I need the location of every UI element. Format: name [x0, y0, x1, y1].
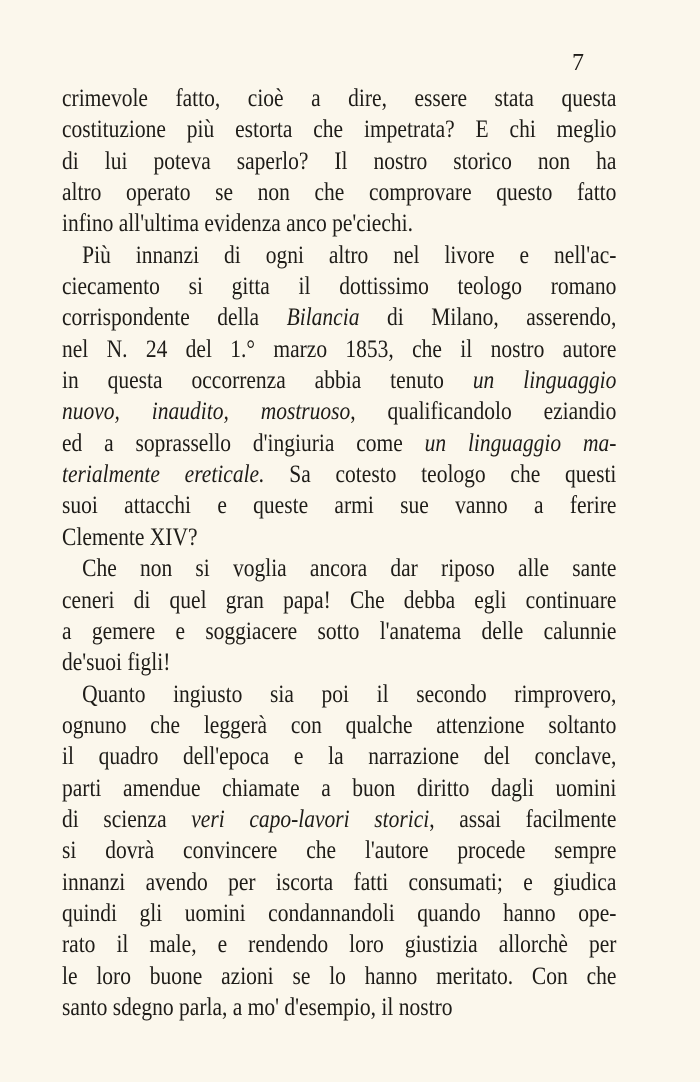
text-line: [62, 866, 616, 897]
text-line: [62, 145, 616, 176]
text-segment: rato il male, e rendendo loro giustizia allorchè per: [62, 929, 617, 959]
text-segment: le loro buone azioni se lo hanno meritato. Con che: [62, 960, 617, 990]
text-segment: Che non si voglia ancora dar riposo alle sante: [82, 553, 617, 583]
text-line: [62, 803, 616, 834]
paragraph: [62, 82, 617, 239]
text-segment: corrispondente della: [62, 302, 287, 332]
text-line: [62, 113, 616, 144]
text-line: [62, 301, 616, 332]
page-number: 7: [572, 50, 584, 76]
text-line: [62, 333, 616, 364]
text-line: [62, 615, 616, 646]
text-line: [62, 834, 616, 865]
text-segment: ceneri di quel gran papa! Che debba egli continuare: [62, 584, 617, 614]
paragraph: [62, 552, 617, 677]
text-segment: si dovrà convincere che l'autore procede sempre: [62, 835, 617, 865]
text-line: [62, 897, 616, 928]
text-segment: crimevole fatto, cioè a dire, essere stata questa: [62, 83, 617, 112]
italic-text: un linguaggio ma-: [424, 427, 617, 457]
body-text: [62, 82, 617, 1022]
text-segment: de'suoi figli!: [62, 647, 171, 677]
text-segment: costituzione più estorta che impetrata? E chi meglio: [62, 114, 617, 144]
text-segment: altro operato se non che comprovare questo fatto: [62, 177, 617, 207]
text-segment: Quanto ingiusto sia poi il secondo rimprovero,: [82, 678, 617, 708]
text-segment: nel N. 24 del 1.° marzo 1853, che il nostro autore: [62, 333, 617, 363]
text-line: [62, 709, 616, 740]
text-line: [62, 176, 616, 207]
italic-text: veri capo-lavori storici: [191, 803, 430, 833]
text-line: [62, 207, 616, 238]
text-segment: di Milano, asserendo,: [359, 302, 617, 332]
italic-text: Bilancia: [286, 302, 360, 332]
text-segment: , qualificandolo eziandio: [350, 396, 617, 426]
text-segment: innanzi avendo per iscorta fatti consumati; e giudica: [62, 866, 617, 896]
text-line: [62, 991, 616, 1022]
text-segment: parti amendue chiamate a buon diritto dagli uomini: [62, 772, 617, 802]
text-segment: di scienza: [62, 803, 192, 833]
text-line: [62, 364, 616, 395]
text-line: [62, 928, 616, 959]
text-line: [62, 270, 616, 301]
text-line: [62, 772, 616, 803]
text-line: [62, 960, 616, 991]
text-line: [62, 521, 616, 552]
text-segment: ciecamento si gitta il dottissimo teologo romano: [62, 271, 617, 301]
text-line: [62, 552, 616, 583]
text-segment: ed a soprassello d'ingiuria come: [62, 427, 425, 457]
text-segment: Sa cotesto teologo che questi: [264, 459, 617, 489]
text-segment: in questa occorrenza abbia tenuto: [62, 365, 473, 395]
text-line: [62, 395, 616, 426]
text-segment: Clemente XIV?: [62, 521, 198, 551]
paragraph: [62, 678, 617, 1023]
paragraph: [62, 239, 617, 552]
text-segment: quindi gli uomini condannandoli quando hanno ope-: [62, 897, 617, 927]
text-line: [62, 427, 616, 458]
text-line: [62, 740, 616, 771]
text-segment: il quadro dell'epoca e la narrazione del conclave,: [62, 741, 617, 771]
text-line: [62, 82, 616, 113]
text-segment: santo sdegno parla, a mo' d'esempio, il nostro: [62, 991, 453, 1021]
text-line: [62, 678, 616, 709]
italic-text: terialmente ereticale.: [62, 459, 265, 489]
text-segment: ognuno che leggerà con qualche attenzione soltanto: [62, 709, 617, 739]
text-segment: infino all'ultima evidenza anco pe'ciechi.: [62, 208, 413, 238]
text-segment: a gemere e soggiacere sotto l'anatema delle calunnie: [62, 615, 617, 645]
text-line: [62, 584, 616, 615]
text-line: [62, 239, 616, 270]
italic-text: un linguaggio: [472, 365, 617, 395]
text-line: [62, 646, 616, 677]
text-segment: , assai facilmente: [429, 803, 617, 833]
text-line: [62, 489, 616, 520]
text-segment: di lui poteva saperlo? Il nostro storico non ha: [62, 145, 617, 175]
italic-text: nuovo, inaudito, mostruoso: [62, 396, 351, 426]
text-segment: suoi attacchi e queste armi sue vanno a ferire: [62, 490, 617, 520]
text-line: [62, 458, 616, 489]
text-segment: Più innanzi di ogni altro nel livore e nell'ac-: [82, 239, 617, 269]
